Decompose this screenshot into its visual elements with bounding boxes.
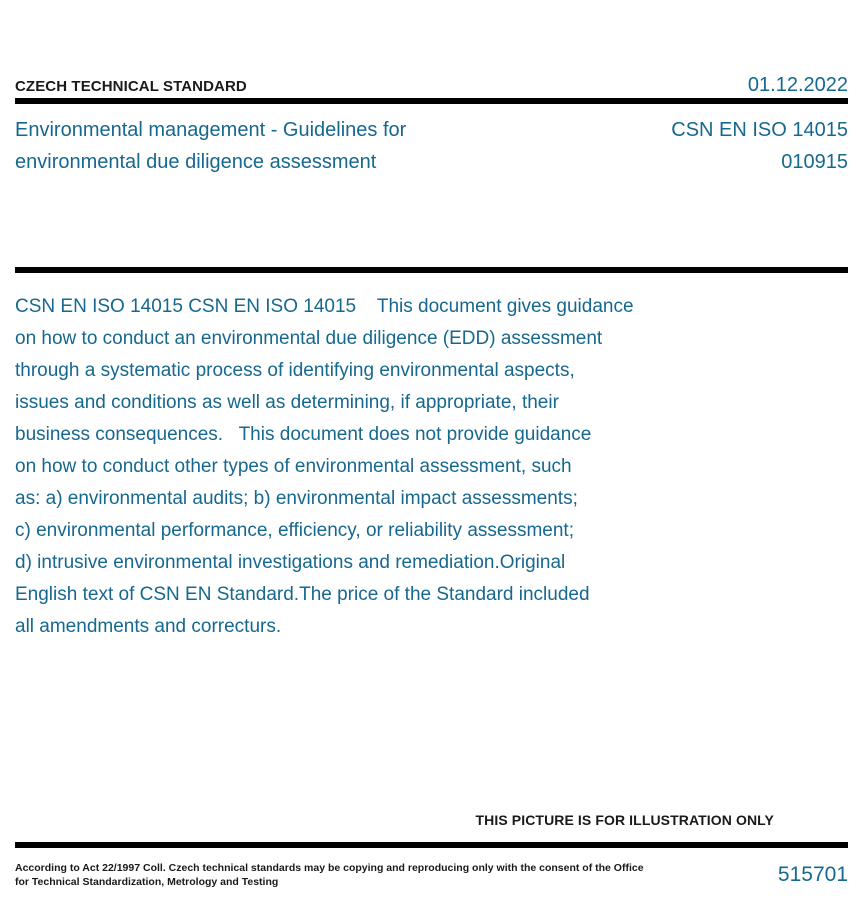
footer-divider [15,842,848,848]
abstract-line: issues and conditions as well as determining, if appropriate, their [15,392,559,413]
document-type-label: CZECH TECHNICAL STANDARD [15,78,247,95]
abstract-line: c) environmental performance, efficiency, or reliability assessment; [15,520,574,541]
abstract-line: business consequences. This document does not provide guidance [15,424,592,445]
abstract-line: CSN EN ISO 14015 CSN EN ISO 14015 This document gives guidance [15,296,634,317]
abstract-line: all amendments and correcturs. [15,616,282,637]
copyright-notice-line-1: According to Act 22/1997 Coll. Czech technical standards may be copying and reproducing only with the consent of the Office [15,862,644,874]
abstract-line: as: a) environmental audits; b) environmental impact assessments; [15,488,578,509]
standard-title [15,114,406,178]
publication-date: 01.12.2022 [747,74,848,96]
title-block [15,114,848,178]
standard-title-line-2: environmental due diligence assessment [15,151,377,173]
abstract-text [15,291,755,643]
standard-designation: CSN EN ISO 14015 [671,119,848,141]
abstract-line: English text of CSN EN Standard.The price of the Standard included [15,584,590,605]
abstract-line: on how to conduct an environmental due diligence (EDD) assessment [15,328,603,349]
abstract-line: through a systematic process of identifying environmental aspects, [15,360,575,381]
catalog-number: 515701 [777,863,848,886]
abstract-divider [15,267,848,273]
abstract-line: d) intrusive environmental investigations and remediation.Original [15,552,566,573]
header-divider [15,98,848,104]
document-footer [15,861,848,889]
copyright-notice [15,861,644,889]
standard-identifiers [671,114,848,178]
abstract-line: on how to conduct other types of environmental assessment, such [15,456,572,477]
copyright-notice-line-2: for Technical Standardization, Metrology and Testing [15,876,279,888]
classification-code: 010915 [781,151,848,173]
illustration-disclaimer: THIS PICTURE IS FOR ILLUSTRATION ONLY [475,812,774,828]
standard-title-line-1: Environmental management - Guidelines for [15,119,407,141]
document-header [15,74,848,96]
